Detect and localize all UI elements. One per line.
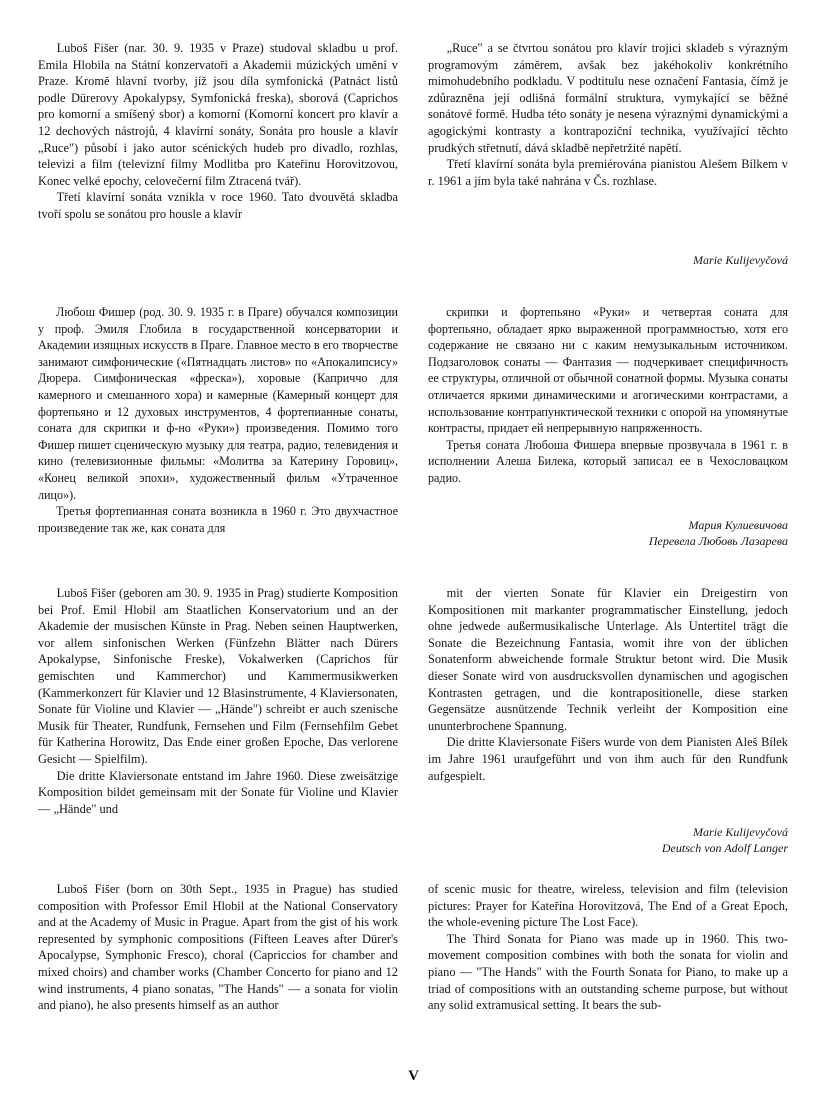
german-paragraph: mit der vierten Sonate für Klavier ein Dreigestirn von Kompositionen mit markanter programmatischer Einstellung, jedoch ohne jedwede außermusikalische Unterlage. Als Untertitel trägt die Sonate die Bezeichnung Fantasia, womit ihre von der üblichen Sonatenform abweichende formale Struktur betont wird. Die Musik dieser Sonate wird von ausdrucksvollen dynamischen und agogischen Kontrasten getragen, und die kontrapositionelle, diese starken Gegensätze ausnützende Technik verleiht der Komposition eine ununterbrochene Spannung. bbox=[428, 586, 788, 733]
english-column-left bbox=[38, 881, 398, 1014]
russian-column-left bbox=[38, 304, 398, 536]
russian-author-name: Мария Кулиевичова bbox=[688, 518, 788, 532]
english-column-right bbox=[428, 881, 788, 1014]
german-column-left bbox=[38, 585, 398, 817]
german-translator-name: Deutsch von Adolf Langer bbox=[661, 841, 788, 855]
russian-paragraph: Третья фортепианная соната возникла в 1960 г. Это двухчастное произведение так же, как соната для bbox=[38, 504, 398, 535]
german-paragraph: Luboš Fišer (geboren am 30. 9. 1935 in Prag) studierte Komposition bei Prof. Emil Hlobil am Staatlichen Konservatorium und an der Akademie der musischen Künste in Prag. Neben seinen Hauptwerken, vor allem sinfonischen Werken (Fünfzehn Blätter nach Dürers Apokalypse, Sinfonische Freske), Vokalwerken (Caprichos für gemischten und Kammerchor) und Kammermusikwerken (Kammerkonzert für Klavier und 12 Blasinstrumente, 4 Klaviersonaten, Sonate für Violine und Klavier — „Hände") schreibt er auch szenische Musik für Theater, Rundfunk, Fernsehen und Film (Fernsehfilm Gebet für Katherina Horowitz, Das Ende einer großen Epoche, Das verlorene Gesicht — Spielfilm). bbox=[38, 586, 398, 766]
german-column-right bbox=[428, 585, 788, 784]
russian-translator-name: Перевела Любовь Лазарева bbox=[648, 534, 788, 548]
german-author-name: Marie Kulijevyčová bbox=[693, 825, 788, 839]
german-paragraph: Die dritte Klaviersonate Fišers wurde von dem Pianisten Aleš Bílek im Jahre 1961 uraufgeführt und von ihm auch für den Rundfunk aufgespielt. bbox=[428, 735, 788, 783]
czech-paragraph: Luboš Fišer (nar. 30. 9. 1935 v Praze) studoval skladbu u prof. Emila Hlobila na Státní konzervatoři a Akademii múzických umění v Praze. Kromě hlavní tvorby, jíž jsou díla symfonická (Patnáct listů podle Dürerovy Apokalypsy, Symfonická freska), sborová (Caprichos pro komorní a smíšený sbor) a komorní (Komorní koncert pro klavír a 12 dechových nástrojů, 4 klavírní sonáty, Sonáta pro housle a klavír „Ruce") působí i jako autor scénických hudeb pro divadlo, rozhlas, televizi a film (televizní filmy Modlitba pro Kateřinu Horovitzovou, Konec velké epochy, celovečerní film Ztracená tvář). bbox=[38, 41, 398, 188]
english-paragraph: Luboš Fišer (born on 30th Sept., 1935 in Prague) has studied composition with Professor Emil Hlobil at the National Conservatory and at the Academy of Music in Prague. Apart from the gist of his work represented by symphonic compositions (Fifteen Leaves after Dürer's Apocalypse, Symphonic Fresco), choral (Capriccios for chamber and mixed choirs) and chamber works (Chamber Concerto for piano and 12 wind instruments, 4 piano sonatas, "The Hands" — a sonata for violin and piano), he also presents himself as an author bbox=[38, 882, 398, 1013]
russian-paragraph: Любош Фишер (род. 30. 9. 1935 г. в Праге) обучался композиции у проф. Эмиля Глобила в государственной консерватории и Академии изящных искусств в Праге. Главное место в его творчестве занимают симфонические («Пятнадцать листов» по «Апокалипсису» Дюрера. Симфоническая «фреска»), хоровые (Каприччо для камерного и смешанного хора) и камерные (Камерный концерт для фортепьяно и 12 духовых инструментов, 4 фортепианные сонаты, соната для скрипки и ф-но «Руки») произведения. Помимо того Фишер пишет сценическую музыку для театра, радио, телевидения и кино (телевизионные фильмы: «Молитва за Катерину Горовиц», «Конец великой эпохи», художественный фильм «Утраченное лицо»). bbox=[38, 305, 398, 502]
czech-author-name: Marie Kulijevyčová bbox=[693, 253, 788, 267]
page-number: V bbox=[408, 1068, 419, 1084]
russian-paragraph: скрипки и фортепьяно «Руки» и четвертая соната для фортепьяно, обладает ярко выраженной программностью, хотя его содержание не связано ни с каким немузыкальным источником. Подзаголовок сонаты — Фантазия — подчеркивает специфичность ее структуры, отличной от обычной сонатной формы. Музыка сонаты отличается яркими динамическими и агогическими контрастами, а использование контрапунктической техники с опорой на упомянутые контрасты, придает ей непрерывную напряженность. bbox=[428, 305, 788, 436]
english-paragraph: The Third Sonata for Piano was made up in 1960. This two-movement composition combines with both the sonata for violin and piano — "The Hands" with the Fourth Sonata for Piano, to make up a triad of compositions with an outstanding scheme purpose, but without any solid extramusical setting. It bears the sub- bbox=[428, 931, 788, 1013]
czech-paragraph: „Ruce" a se čtvrtou sonátou pro klavír trojici skladeb s výrazným programovým záměrem, avšak bez jakéhokoliv konkrétního mimohudebního podkladu. V podtitulu nese označení Fantasia, čímž je zdůrazněna její odlišná formální struktura, vymykající se běžné sonátové formě. Hudba této sonáty je nesena výraznými dynamickými a agogickými kontrasty a kontrapoziční technika, využívající těchto prudkých střetnutí, dává skladbě nepřetržité napětí. bbox=[428, 41, 788, 155]
czech-paragraph: Třetí klavírní sonáta vznikla v roce 1960. Tato dvouvětá skladba tvoří spolu se sonátou pro housle a klavír bbox=[38, 190, 398, 221]
czech-column-right bbox=[428, 40, 788, 189]
czech-signature bbox=[428, 252, 788, 268]
russian-column-right bbox=[428, 304, 788, 487]
czech-column-left bbox=[38, 40, 398, 223]
russian-signature bbox=[428, 517, 788, 549]
russian-paragraph: Третья соната Любоша Фишера впервые прозвучала в 1961 г. в исполнении Алеша Билека, который записал ее в Чехословацком радио. bbox=[428, 437, 788, 485]
czech-paragraph: Třetí klavírní sonáta byla premiérována pianistou Alešem Bílkem v r. 1961 a jím byla také nahrána v Čs. rozhlase. bbox=[428, 157, 788, 188]
german-signature bbox=[428, 824, 788, 856]
german-paragraph: Die dritte Klaviersonate entstand im Jahre 1960. Diese zweisätzige Komposition bildet gemeinsam mit der Sonate für Violine und Klavier — „Hände" und bbox=[38, 768, 398, 816]
english-paragraph: of scenic music for theatre, wireless, television and film (television pictures: Prayer for Kateřina Horovitzová, The End of a Great Epoch, the whole-evening picture The Lost Face). bbox=[428, 882, 788, 930]
